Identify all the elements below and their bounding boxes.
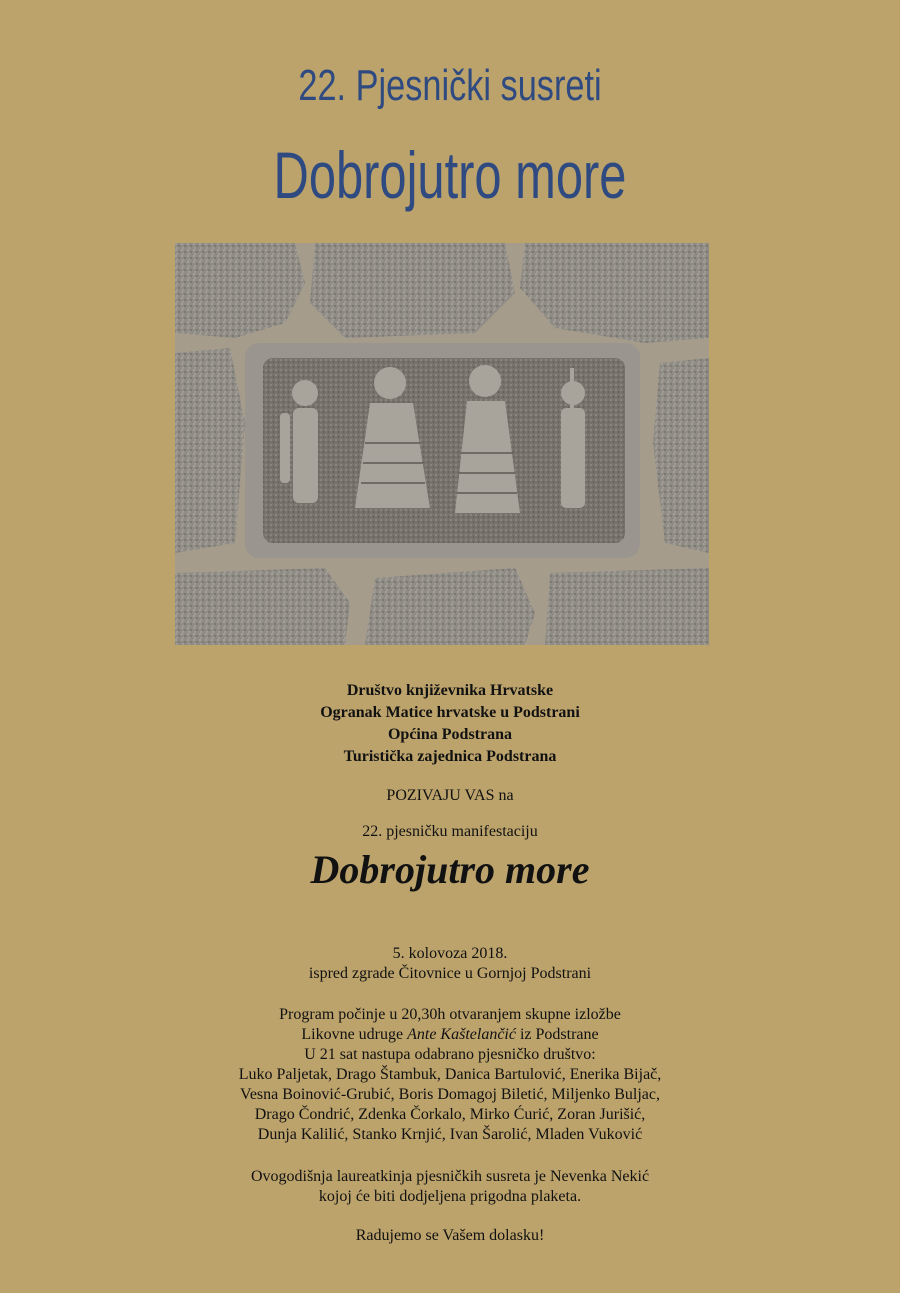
event-date: 5. kolovoza 2018.: [392, 945, 508, 962]
laureate-line-1: Ovogodišnja laureatkinja pjesničkih susreta je Nevenka Nekić: [250, 1168, 650, 1185]
closing-text: Radujemo se Vašem dolasku!: [355, 1227, 545, 1244]
program-block: [0, 1005, 900, 1145]
event-title: Dobrojutro more: [310, 847, 590, 892]
laureate-block: [0, 1167, 900, 1207]
laureate-line-2: kojoj će biti dodjeljena prigodna plaketa.: [318, 1188, 582, 1205]
poets-line-2: Vesna Boinović-Grubić, Boris Domagoj Biletić, Miljenko Buljac,: [240, 1086, 660, 1103]
program-line-2-pre: Likovne udruge: [301, 1026, 408, 1043]
poster-title-line2: Dobrojutro more: [273, 138, 627, 212]
organizer-1: Društvo književnika Hrvatske: [346, 682, 554, 699]
program-line-2-post: iz Podstrane: [515, 1026, 599, 1043]
invite-text: POZIVAJU VAS na: [386, 787, 514, 804]
poets-line-4: Dunja Kalilić, Stanko Krnjić, Ivan Šarolić, Mladen Vuković: [257, 1126, 643, 1143]
program-line-2: [0, 1025, 900, 1045]
organizer-4: Turistička zajednica Podstrana: [343, 748, 557, 765]
stone-relief-image: [175, 243, 709, 645]
poster-title-line1: 22. Pjesnički susreti: [298, 61, 602, 110]
art-association-name: Ante Kaštelančić: [407, 1026, 516, 1043]
event-location: ispred zgrade Čitovnice u Gornjoj Podstrani: [308, 965, 592, 982]
organizer-3: Općina Podstrana: [387, 726, 512, 743]
program-line-3: U 21 sat nastupa odabrano pjesničko društvo:: [304, 1046, 596, 1063]
organizer-2: Ogranak Matice hrvatske u Podstrani: [320, 704, 580, 721]
poets-line-1: Luko Paljetak, Drago Štambuk, Danica Bartulović, Enerika Bijač,: [238, 1066, 662, 1083]
program-line-1: Program počinje u 20,30h otvaranjem skupne izložbe: [279, 1006, 621, 1023]
poets-line-3: Drago Čondrić, Zdenka Čorkalo, Mirko Ćurić, Zoran Jurišić,: [254, 1106, 646, 1123]
manifestation-intro: 22. pjesničku manifestaciju: [362, 823, 538, 840]
organizers-list: [0, 680, 900, 768]
event-date-location: [0, 944, 900, 984]
